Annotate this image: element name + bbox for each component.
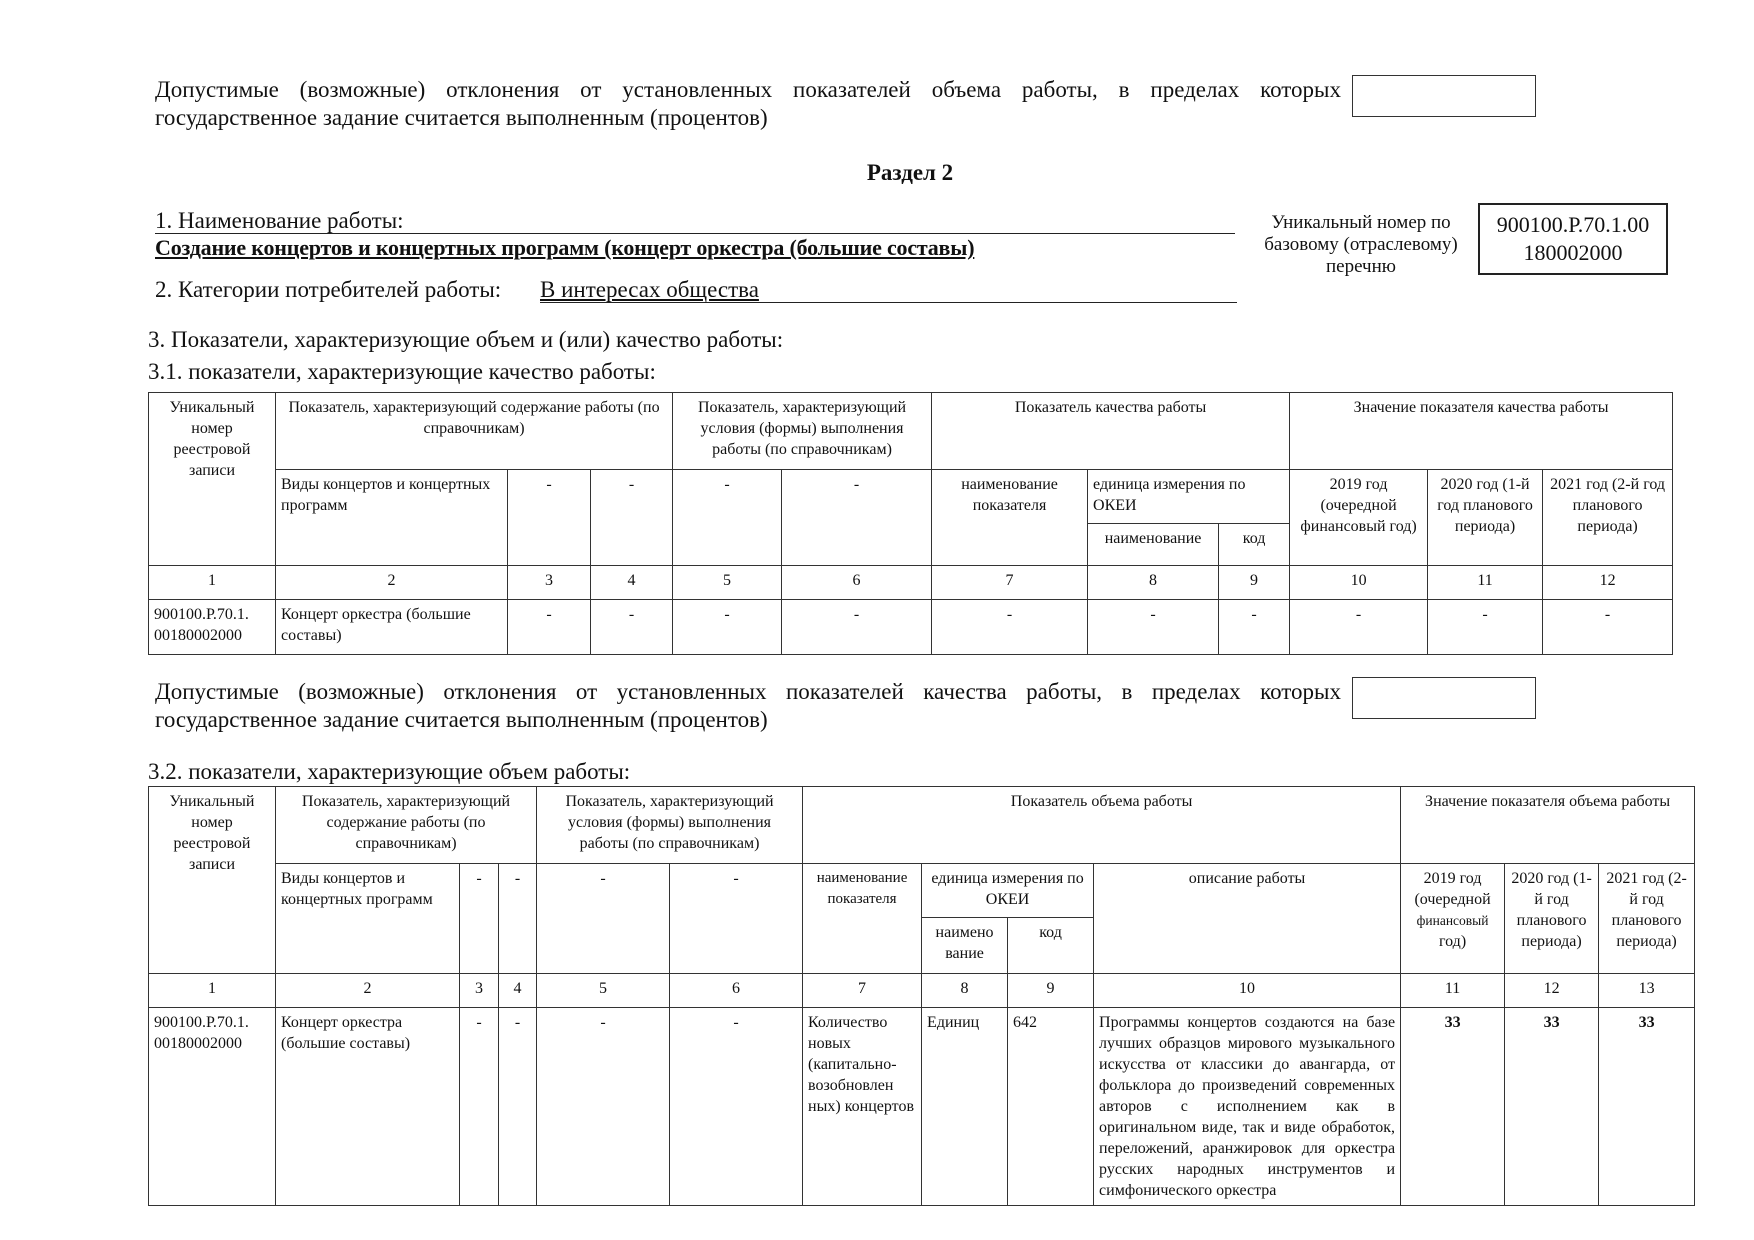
header-year-2020: 2020 год (1-й год планового периода) bbox=[1428, 470, 1543, 566]
header-dash-4: - bbox=[499, 864, 537, 974]
header-content: Показатель, характеризующий содержание работы (по справочникам) bbox=[276, 787, 537, 864]
row-type: Концерт оркестра (большие составы) bbox=[276, 600, 508, 655]
header-indicator-name: наименование показателя bbox=[932, 470, 1088, 566]
row-registry: 900100.Р.70.1. 00180002000 bbox=[149, 600, 276, 655]
row-c8: - bbox=[1088, 600, 1219, 655]
header-conditions: Показатель, характеризующий условия (формы) выполнения работы (по справочникам) bbox=[537, 787, 803, 864]
header-registry: Уникальный номер реестровой записи bbox=[149, 393, 276, 566]
column-number: 5 bbox=[673, 566, 782, 600]
row-c4: - bbox=[591, 600, 673, 655]
header-types: Виды концертов и концертных программ bbox=[276, 470, 508, 566]
header-value: Значение показателя качества работы bbox=[1290, 393, 1673, 470]
column-number: 8 bbox=[922, 974, 1008, 1008]
header-dash-3: - bbox=[460, 864, 499, 974]
row-c9: - bbox=[1219, 600, 1290, 655]
column-number: 9 bbox=[1008, 974, 1094, 1008]
header-unit-code: код bbox=[1008, 918, 1094, 974]
header-year-2020: 2020 год (1-й год планового периода) bbox=[1505, 864, 1599, 974]
header-year-2021: 2021 год (2-й год планового периода) bbox=[1599, 864, 1695, 974]
unique-number-box bbox=[1478, 203, 1668, 275]
header-indicator-name: наименование показателя bbox=[803, 864, 922, 974]
row-indicator: Количество новых (капитально-возобновлен ных) концертов bbox=[803, 1008, 922, 1206]
mid-deviation-input[interactable] bbox=[1352, 677, 1536, 719]
header-unit-name: наимено вание bbox=[922, 918, 1008, 974]
row-value-2021: 33 bbox=[1599, 1008, 1695, 1206]
header-year-2021: 2021 год (2-й год планового периода) bbox=[1543, 470, 1673, 566]
table-row bbox=[149, 600, 1673, 655]
column-number: 6 bbox=[670, 974, 803, 1008]
column-number: 8 bbox=[1088, 566, 1219, 600]
row-c12: - bbox=[1543, 600, 1673, 655]
row-c3: - bbox=[508, 600, 591, 655]
row-registry: 900100.Р.70.1. 00180002000 bbox=[149, 1008, 276, 1206]
row-code: 642 bbox=[1008, 1008, 1094, 1206]
column-number: 3 bbox=[460, 974, 499, 1008]
row-c3: - bbox=[460, 1008, 499, 1206]
column-number: 4 bbox=[591, 566, 673, 600]
consumer-category-value: В интересах общества bbox=[540, 277, 759, 302]
column-number: 6 bbox=[782, 566, 932, 600]
column-number: 11 bbox=[1401, 974, 1505, 1008]
work-name-value: Создание концертов и концертных программ (концерт оркестра (большие составы) bbox=[155, 235, 975, 260]
section-title: Раздел 2 bbox=[866, 160, 954, 185]
row-description: Программы концертов создаются на базе лучших образцов мирового музыкального искусства от классики до авангарда, от фольклора до произведений современных авторов с исполнением как в оригинальном виде, так и виде обработок, переложений, аранжировок для оркестра русских народных инструментов и симфонического оркестра bbox=[1094, 1008, 1401, 1206]
row-c5: - bbox=[673, 600, 782, 655]
row-c10: - bbox=[1290, 600, 1428, 655]
column-number: 4 bbox=[499, 974, 537, 1008]
work-name-label: 1. Наименование работы: bbox=[155, 208, 404, 233]
row-unit: Единиц bbox=[922, 1008, 1008, 1206]
top-deviation-text: Допустимые (возможные) отклонения от установленных показателей объема работы, в пределах которых государственное задание считается выполненным (процентов) bbox=[155, 77, 1341, 130]
column-number: 9 bbox=[1219, 566, 1290, 600]
header-unit: единица измерения по ОКЕИ bbox=[1088, 470, 1290, 524]
header-year-2019-c: год) bbox=[1438, 933, 1467, 950]
header-dash-6: - bbox=[670, 864, 803, 974]
column-number: 13 bbox=[1599, 974, 1695, 1008]
header-conditions: Показатель, характеризующий условия (формы) выполнения работы (по справочникам) bbox=[673, 393, 932, 470]
header-year-2019-b: финансовый bbox=[1416, 913, 1489, 928]
header-year-2019: 2019 год (очередной финансовый год) bbox=[1290, 470, 1428, 566]
column-number: 1 bbox=[149, 566, 276, 600]
header-types: Виды концертов и концертных программ bbox=[276, 864, 460, 974]
column-number: 10 bbox=[1290, 566, 1428, 600]
volume-indicators-title: 3.2. показатели, характеризующие объем работы: bbox=[148, 759, 631, 784]
unique-number-label: Уникальный номер по базовому (отраслевому) перечню bbox=[1264, 212, 1458, 277]
unique-number-line1: 900100.Р.70.1.00 bbox=[1496, 212, 1650, 237]
row-value-2019: 33 bbox=[1401, 1008, 1505, 1206]
header-dash-4: - bbox=[591, 470, 673, 566]
row-value-2020: 33 bbox=[1505, 1008, 1599, 1206]
indicators-title: 3. Показатели, характеризующие объем и (или) качество работы: bbox=[148, 327, 784, 352]
row-type: Концерт оркестра (большие составы) bbox=[276, 1008, 460, 1206]
column-number: 7 bbox=[932, 566, 1088, 600]
header-value: Значение показателя объема работы bbox=[1401, 787, 1695, 864]
row-c4: - bbox=[499, 1008, 537, 1206]
column-number: 2 bbox=[276, 974, 460, 1008]
header-registry: Уникальный номер реестровой записи bbox=[149, 787, 276, 974]
mid-deviation-text: Допустимые (возможные) отклонения от установленных показателей качества работы, в пределах которых государственное задание считается выполненным (процентов) bbox=[155, 679, 1341, 732]
column-number: 11 bbox=[1428, 566, 1543, 600]
top-deviation-input[interactable] bbox=[1352, 75, 1536, 117]
header-content: Показатель, характеризующий содержание работы (по справочникам) bbox=[276, 393, 673, 470]
volume-table bbox=[148, 786, 1695, 1206]
header-quality: Показатель качества работы bbox=[932, 393, 1290, 470]
header-volume: Показатель объема работы bbox=[803, 787, 1401, 864]
header-unit: единица измерения по ОКЕИ bbox=[922, 864, 1094, 918]
header-dash-6: - bbox=[782, 470, 932, 566]
row-c11: - bbox=[1428, 600, 1543, 655]
unique-number-line2: 180002000 bbox=[1523, 240, 1623, 265]
quality-table bbox=[148, 392, 1673, 655]
header-year-2019 bbox=[1401, 864, 1505, 974]
header-unit-code: код bbox=[1219, 524, 1290, 566]
column-number: 3 bbox=[508, 566, 591, 600]
quality-indicators-title: 3.1. показатели, характеризующие качество работы: bbox=[148, 359, 656, 384]
header-dash-5: - bbox=[673, 470, 782, 566]
header-unit-name: наименование bbox=[1088, 524, 1219, 566]
header-dash-3: - bbox=[508, 470, 591, 566]
row-c5: - bbox=[537, 1008, 670, 1206]
row-c6: - bbox=[782, 600, 932, 655]
row-c6: - bbox=[670, 1008, 803, 1206]
header-description: описание работы bbox=[1094, 864, 1401, 974]
header-dash-5: - bbox=[537, 864, 670, 974]
column-number: 5 bbox=[537, 974, 670, 1008]
column-number: 12 bbox=[1543, 566, 1673, 600]
column-number: 10 bbox=[1094, 974, 1401, 1008]
table-row bbox=[149, 1008, 1695, 1206]
column-number: 12 bbox=[1505, 974, 1599, 1008]
column-number: 7 bbox=[803, 974, 922, 1008]
consumer-category-label: 2. Категории потребителей работы: bbox=[155, 277, 502, 302]
column-number: 1 bbox=[149, 974, 276, 1008]
row-c7: - bbox=[932, 600, 1088, 655]
column-number: 2 bbox=[276, 566, 508, 600]
header-year-2019-a: 2019 год (очередной bbox=[1414, 870, 1491, 908]
